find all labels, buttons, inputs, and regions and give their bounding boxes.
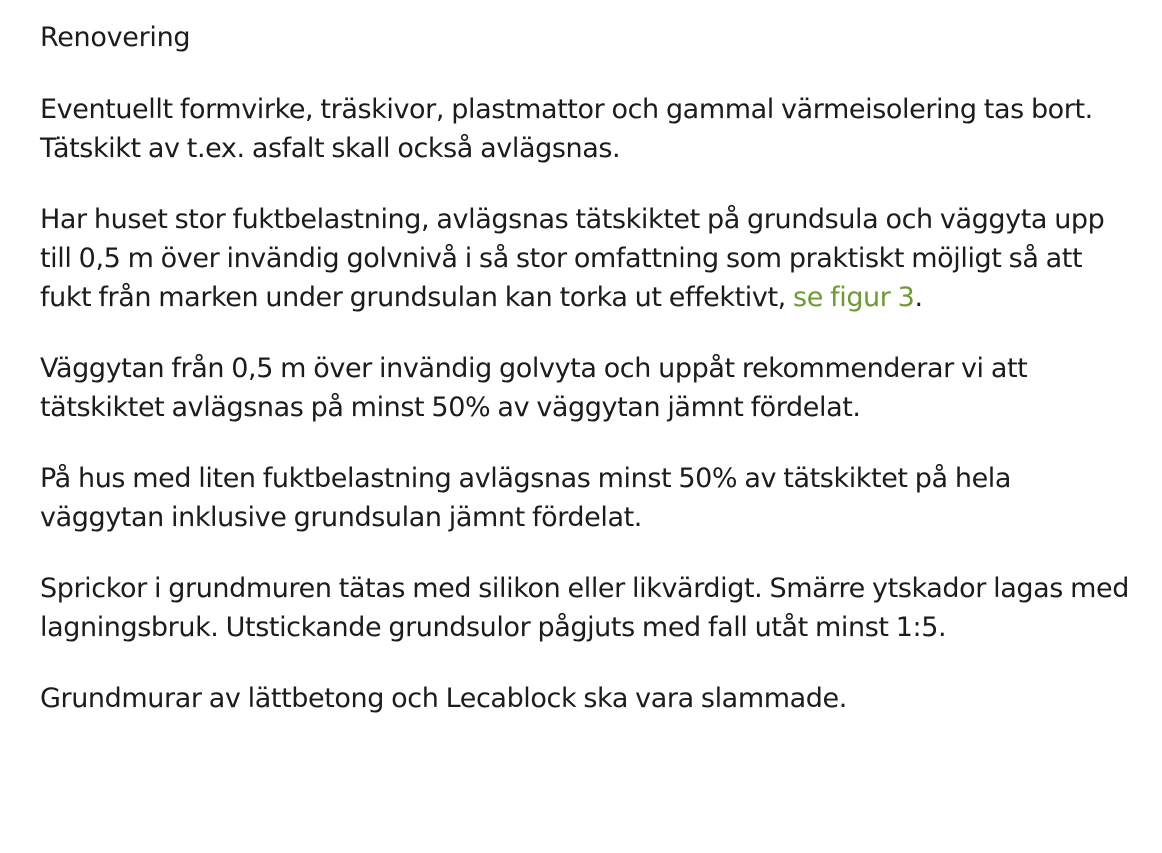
paragraph-low-moisture: På hus med liten fuktbelastning avlägsnas minst 50% av tätskiktet på hela väggytan inklusive grundsulan jämnt fördelat. xyxy=(40,463,1012,533)
paragraph-high-moisture-text: Har huset stor fuktbelastning, avlägsnas tätskiktet på grundsula och väggyta upp till 0,5 m över invändig golvnivå i så stor omfattning som praktiskt möjligt så att fukt från marken under grundsulan kan torka ut effektivt, xyxy=(40,204,1105,313)
paragraph-removal: Eventuellt formvirke, träskivor, plastmattor och gammal värmeisolering tas bort. Tätskikt av t.ex. asfalt skall också avlägsnas. xyxy=(40,94,1093,164)
article-section xyxy=(40,18,1130,718)
paragraph-foundation-walls: Grundmurar av lättbetong och Lecablock ska vara slammade. xyxy=(40,683,847,714)
figure-3-link[interactable]: se figur 3 xyxy=(793,282,915,313)
section-heading: Renovering xyxy=(40,22,191,53)
paragraph-high-moisture xyxy=(40,200,1130,317)
paragraph-high-moisture-end: . xyxy=(914,282,923,313)
paragraph-wall-surface: Väggytan från 0,5 m över invändig golvyta och uppåt rekommenderar vi att tätskiktet avlägsnas på minst 50% av väggytan jämnt fördelat. xyxy=(40,353,1028,423)
paragraph-cracks: Sprickor i grundmuren tätas med silikon eller likvärdigt. Smärre ytskador lagas med lagningsbruk. Utstickande grundsulor pågjuts med fall utåt minst 1:5. xyxy=(40,573,1129,643)
